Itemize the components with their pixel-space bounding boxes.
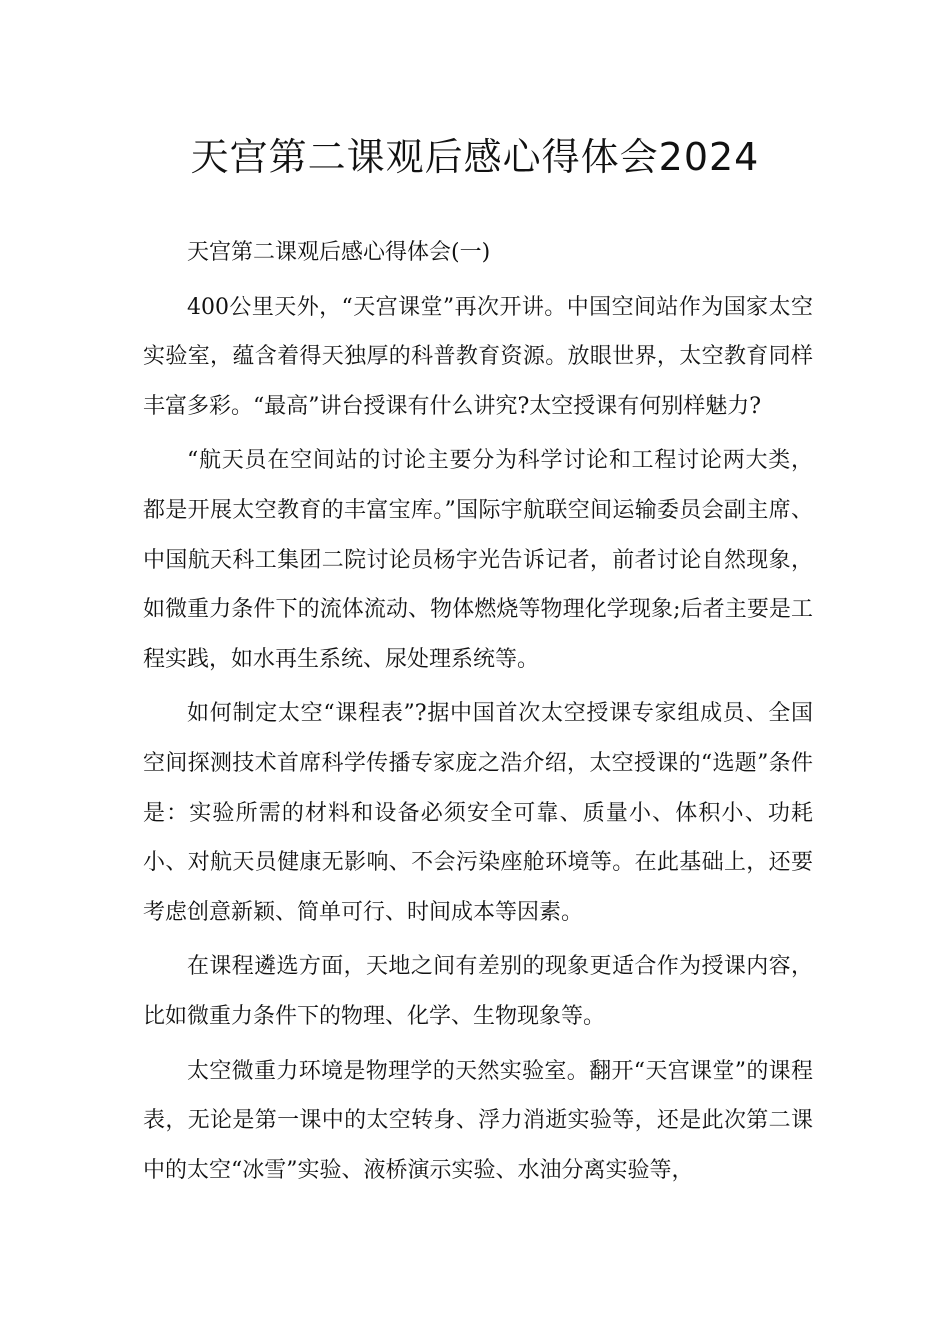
paragraph: 在课程遴选方面，天地之间有差别的现象更适合作为授课内容，比如微重力条件下的物理、化学、生物现象等。 <box>143 954 813 1029</box>
paragraph: 400公里天外，“天宫课堂”再次开讲。中国空间站作为国家太空实验室，蕴含着得天独厚的科普教育资源。放眼世界，太空教育同样丰富多彩。“最高”讲台授课有什么讲究?太空授课有何别样魅力? <box>143 294 813 419</box>
document-title: 天宫第二课观后感心得体会2024 <box>190 135 760 179</box>
paragraph: “航天员在空间站的讨论主要分为科学讨论和工程讨论两大类，都是开展太空教育的丰富宝库。”国际宇航联空间运输委员会副主席、中国航天科工集团二院讨论员杨宇光告诉记者，前者讨论自然现象，如微重力条件下的流体流动、物体燃烧等物理化学现象;后者主要是工程实践，如水再生系统、尿处理系统等。 <box>143 448 813 672</box>
document-body <box>143 228 813 1200</box>
section-subtitle: 天宫第二课观后感心得体会(一) <box>187 240 491 265</box>
paragraph: 如何制定太空“课程表”?据中国首次太空授课专家组成员、全国空间探测技术首席科学传播专家庞之浩介绍，太空授课的“选题”条件是：实验所需的材料和设备必须安全可靠、质量小、体积小、功耗小、对航天员健康无影响、不会污染座舱环境等。在此基础上，还要考虑创意新颖、简单可行、时间成本等因素。 <box>143 701 813 925</box>
paragraph: 太空微重力环境是物理学的天然实验室。翻开“天宫课堂”的课程表，无论是第一课中的太空转身、浮力消逝实验等，还是此次第二课中的太空“冰雪”实验、液桥演示实验、水油分离实验等， <box>143 1058 813 1183</box>
